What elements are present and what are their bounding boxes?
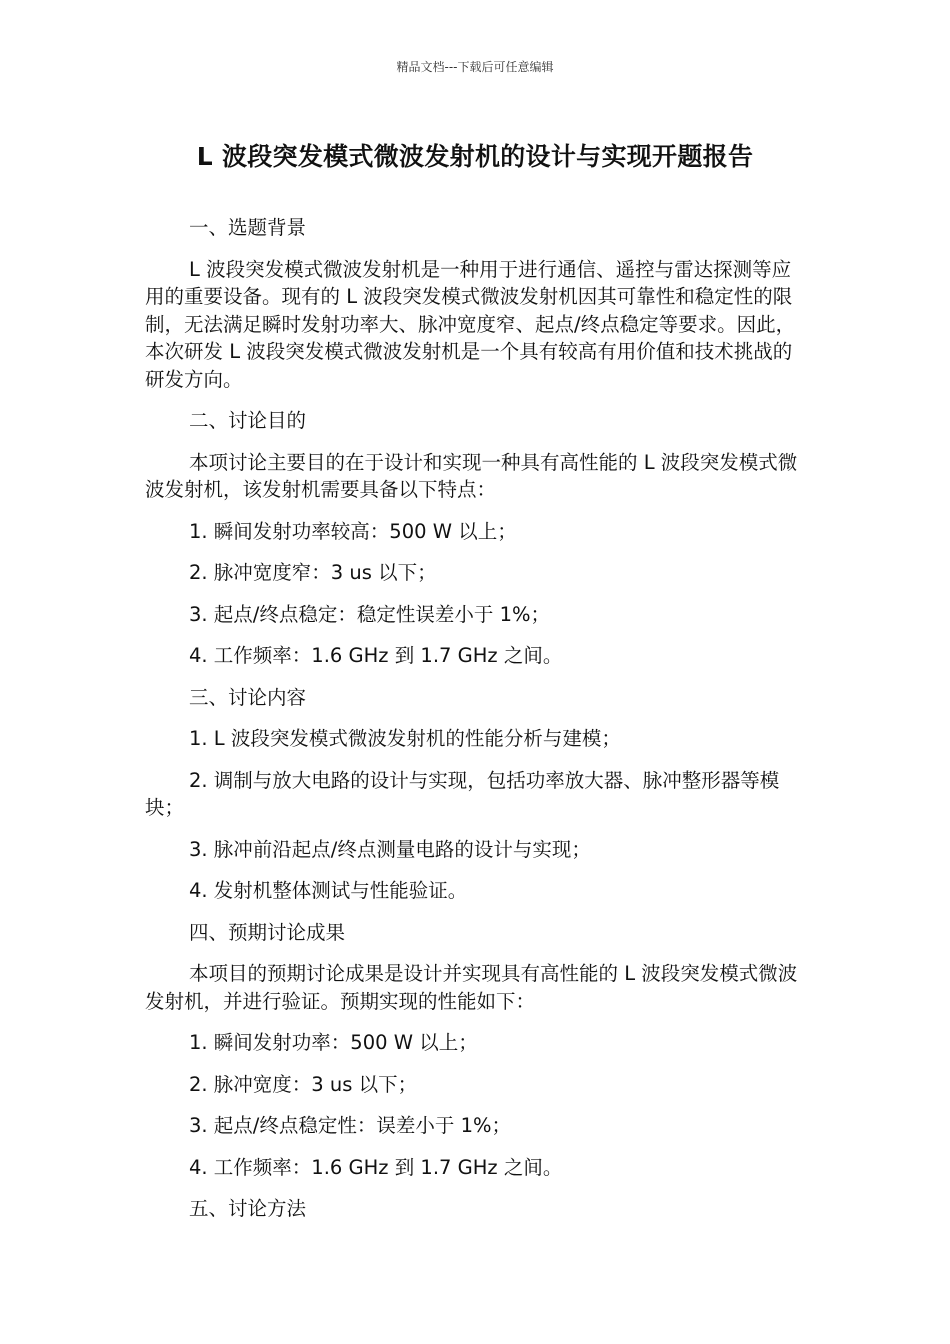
list-item: 3. 脉冲前沿起点/终点测量电路的设计与实现； <box>189 837 591 861</box>
header-note: 精品文档---下载后可任意编辑 <box>396 60 554 74</box>
section-heading-background: 一、选题背景 <box>189 216 307 239</box>
document-title: L 波段突发模式微波发射机的设计与实现开题报告 <box>196 142 754 171</box>
paragraph-background: L 波段突发模式微波发射机是一种用于进行通信、遥控与雷达探测等应用的重要设备。现有的 L 波段突发模式微波发射机因其可靠性和稳定性的限制，无法满足瞬时发射功率大、脉冲宽度窄、起点/终点稳定等要求。因此，本次研发 L 波段突发模式微波发射机是一个具有较高有用价值和技术挑战的研发方向。 <box>145 257 796 391</box>
list-item: 1. 瞬间发射功率：500 W 以上； <box>189 1031 478 1054</box>
section-heading-purpose: 二、讨论目的 <box>189 409 307 432</box>
list-item: 4. 工作频率：1.6 GHz 到 1.7 GHz 之间。 <box>189 644 563 667</box>
section-heading-content: 三、讨论内容 <box>189 685 307 709</box>
paragraph-expected-results: 本项目的预期讨论成果是设计并实现具有高性能的 L 波段突发模式微波发射机，并进行验证。预期实现的性能如下： <box>145 962 798 1013</box>
list-item: 1. L 波段突发模式微波发射机的性能分析与建模； <box>189 727 621 750</box>
list-item: 4. 工作频率：1.6 GHz 到 1.7 GHz 之间。 <box>189 1155 563 1179</box>
list-item: 4. 发射机整体测试与性能验证。 <box>189 879 468 902</box>
section-heading-expected-results: 四、预期讨论成果 <box>189 920 346 944</box>
list-item: 1. 瞬间发射功率较高：500 W 以上； <box>189 519 517 543</box>
list-item: 2. 调制与放大电路的设计与实现，包括功率放大器、脉冲整形器等模块； <box>145 768 780 819</box>
list-item: 2. 脉冲宽度窄：3 us 以下； <box>189 561 437 584</box>
section-heading-method: 五、讨论方法 <box>189 1197 307 1220</box>
list-item: 3. 起点/终点稳定：稳定性误差小于 1%； <box>189 602 551 626</box>
list-item: 3. 起点/终点稳定性：误差小于 1%； <box>189 1114 512 1137</box>
list-item: 2. 脉冲宽度：3 us 以下； <box>189 1072 418 1096</box>
document-body <box>145 214 810 1237</box>
paragraph-purpose: 本项讨论主要目的在于设计和实现一种具有高性能的 L 波段突发模式微波发射机，该发射机需要具备以下特点： <box>145 450 798 501</box>
